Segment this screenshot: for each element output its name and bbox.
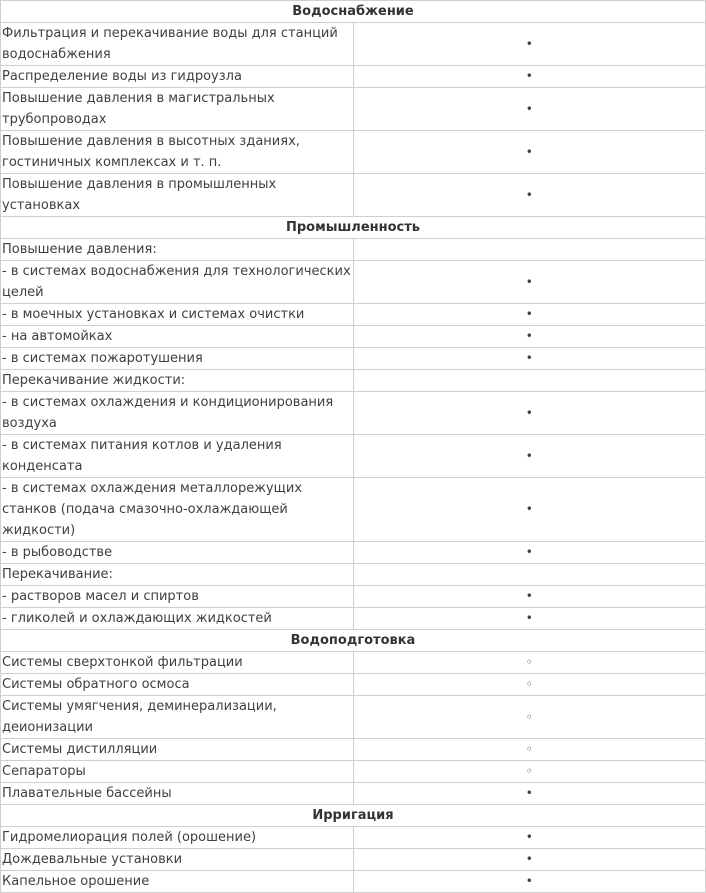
- table-row: [1, 652, 706, 674]
- bullet-icon: •: [525, 351, 533, 365]
- section-header-row: [1, 805, 706, 827]
- section-title: Ирригация: [1, 805, 706, 827]
- section-title: Водоснабжение: [1, 1, 706, 23]
- application-name-cell: Системы дистилляции: [1, 739, 354, 761]
- application-name-cell: Плавательные бассейны: [1, 783, 354, 805]
- bullet-icon: •: [525, 786, 533, 800]
- table-row: [1, 326, 706, 348]
- applicability-mark-cell: [353, 564, 706, 586]
- table-row: [1, 261, 706, 304]
- hollow-bullet-icon: ◦: [525, 764, 533, 778]
- applicability-mark-cell: [353, 783, 706, 805]
- bullet-icon: •: [525, 589, 533, 603]
- application-name-cell: - на автомойках: [1, 326, 354, 348]
- applicability-mark-cell: [353, 370, 706, 392]
- bullet-icon: •: [525, 101, 533, 116]
- application-name-cell: Перекачивание:: [1, 564, 354, 586]
- applicability-mark-cell: [353, 827, 706, 849]
- bullet-icon: •: [525, 307, 533, 321]
- bullet-icon: •: [525, 274, 533, 289]
- applicability-mark-cell: [353, 131, 706, 174]
- applicability-mark-cell: [353, 348, 706, 370]
- applicability-mark-cell: [353, 88, 706, 131]
- table-row: [1, 739, 706, 761]
- applicability-mark-cell: [353, 326, 706, 348]
- table-row: [1, 23, 706, 66]
- application-name-cell: - в системах питания котлов и удаления конденсата: [1, 435, 354, 478]
- section-title: Водоподготовка: [1, 630, 706, 652]
- application-name-cell: - в моечных установках и системах очистки: [1, 304, 354, 326]
- application-name-cell: Гидромелиорация полей (орошение): [1, 827, 354, 849]
- application-name-cell: Сепараторы: [1, 761, 354, 783]
- table-row: [1, 174, 706, 217]
- table-row: [1, 348, 706, 370]
- application-table-body: [1, 1, 706, 893]
- applicability-mark-cell: [353, 696, 706, 739]
- table-row: [1, 88, 706, 131]
- application-name-cell: Системы умягчения, деминерализации, деионизации: [1, 696, 354, 739]
- bullet-icon: •: [525, 329, 533, 343]
- table-row: [1, 564, 706, 586]
- application-name-cell: Дождевальные установки: [1, 849, 354, 871]
- bullet-icon: •: [525, 187, 533, 202]
- table-row: [1, 827, 706, 849]
- applicability-mark-cell: [353, 871, 706, 893]
- table-row: [1, 370, 706, 392]
- application-name-cell: - в системах пожаротушения: [1, 348, 354, 370]
- table-row: [1, 304, 706, 326]
- application-name-cell: - растворов масел и спиртов: [1, 586, 354, 608]
- table-row: [1, 871, 706, 893]
- application-name-cell: - в системах водоснабжения для технологических целей: [1, 261, 354, 304]
- table-row: [1, 674, 706, 696]
- application-name-cell: Повышение давления в промышленных установках: [1, 174, 354, 217]
- table-row: [1, 761, 706, 783]
- bullet-icon: •: [525, 405, 533, 420]
- applicability-mark-cell: [353, 261, 706, 304]
- applicability-mark-cell: [353, 304, 706, 326]
- bullet-icon: •: [525, 545, 533, 559]
- applicability-mark-cell: [353, 608, 706, 630]
- application-name-cell: Фильтрация и перекачивание воды для станций водоснабжения: [1, 23, 354, 66]
- table-row: [1, 478, 706, 542]
- hollow-bullet-icon: ◦: [525, 742, 533, 756]
- bullet-icon: •: [525, 69, 533, 83]
- applicability-mark-cell: [353, 542, 706, 564]
- bullet-icon: •: [525, 611, 533, 625]
- bullet-icon: •: [525, 448, 533, 463]
- bullet-icon: •: [525, 852, 533, 866]
- application-name-cell: - в системах охлаждения и кондиционирования воздуха: [1, 392, 354, 435]
- applicability-mark-cell: [353, 739, 706, 761]
- application-name-cell: Повышение давления в магистральных трубопроводах: [1, 88, 354, 131]
- application-name-cell: Перекачивание жидкости:: [1, 370, 354, 392]
- applicability-mark-cell: [353, 435, 706, 478]
- section-header-row: [1, 1, 706, 23]
- table-row: [1, 542, 706, 564]
- bullet-icon: •: [525, 502, 533, 516]
- application-name-cell: Повышение давления:: [1, 239, 354, 261]
- table-row: [1, 783, 706, 805]
- applicability-mark-cell: [353, 674, 706, 696]
- application-name-cell: Повышение давления в высотных зданиях, гостиничных комплексах и т. п.: [1, 131, 354, 174]
- applicability-mark-cell: [353, 652, 706, 674]
- section-header-row: [1, 217, 706, 239]
- bullet-icon: •: [525, 874, 533, 888]
- table-row: [1, 849, 706, 871]
- bullet-icon: •: [525, 144, 533, 159]
- applicability-mark-cell: [353, 174, 706, 217]
- applicability-mark-cell: [353, 849, 706, 871]
- table-row: [1, 435, 706, 478]
- application-name-cell: Распределение воды из гидроузла: [1, 66, 354, 88]
- table-row: [1, 696, 706, 739]
- table-row: [1, 66, 706, 88]
- table-row: [1, 131, 706, 174]
- bullet-icon: •: [525, 36, 533, 51]
- application-name-cell: - гликолей и охлаждающих жидкостей: [1, 608, 354, 630]
- bullet-icon: •: [525, 830, 533, 844]
- hollow-bullet-icon: ◦: [525, 677, 533, 691]
- hollow-bullet-icon: ◦: [525, 709, 533, 724]
- applicability-mark-cell: [353, 66, 706, 88]
- section-title: Промышленность: [1, 217, 706, 239]
- table-row: [1, 392, 706, 435]
- table-row: [1, 239, 706, 261]
- applicability-mark-cell: [353, 478, 706, 542]
- table-row: [1, 608, 706, 630]
- application-name-cell: - в системах охлаждения металлорежущих станков (подача смазочно-охлаждающей жидкости): [1, 478, 354, 542]
- section-header-row: [1, 630, 706, 652]
- hollow-bullet-icon: ◦: [525, 655, 533, 669]
- application-name-cell: Капельное орошение: [1, 871, 354, 893]
- applicability-mark-cell: [353, 586, 706, 608]
- application-name-cell: - в рыбоводстве: [1, 542, 354, 564]
- application-name-cell: Системы обратного осмоса: [1, 674, 354, 696]
- applicability-mark-cell: [353, 392, 706, 435]
- applicability-mark-cell: [353, 239, 706, 261]
- applicability-mark-cell: [353, 23, 706, 66]
- application-name-cell: Системы сверхтонкой фильтрации: [1, 652, 354, 674]
- applicability-mark-cell: [353, 761, 706, 783]
- table-row: [1, 586, 706, 608]
